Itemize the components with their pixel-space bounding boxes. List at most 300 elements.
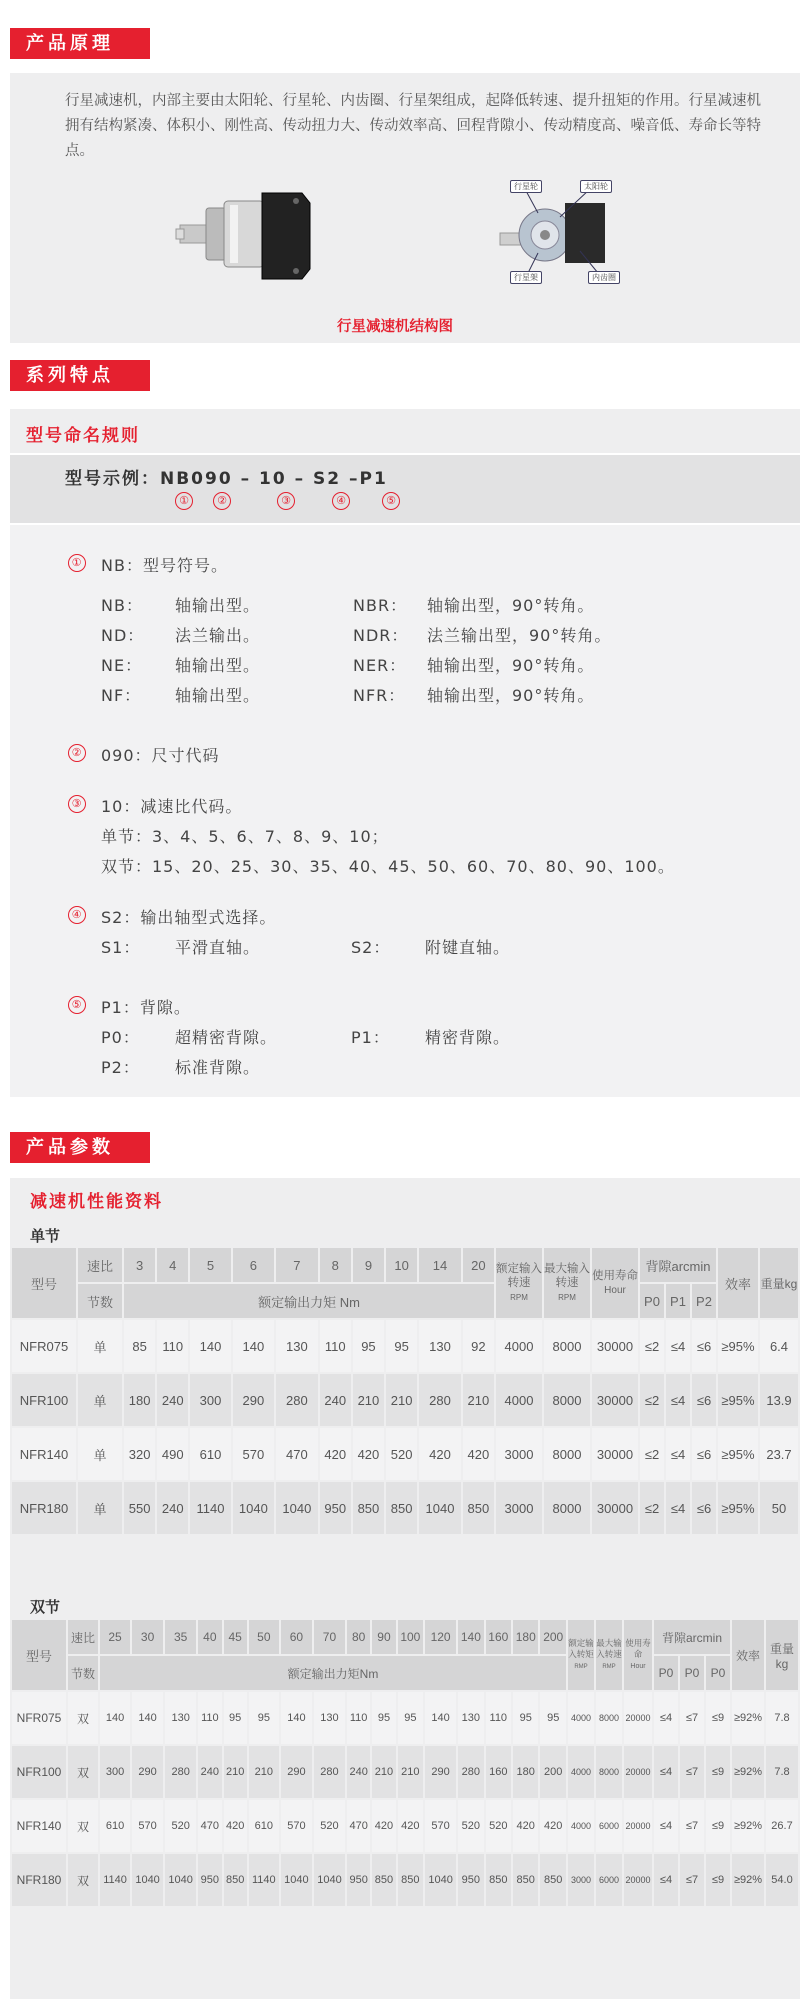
table-row (12, 1374, 798, 1426)
unit: RMP (574, 1663, 588, 1670)
naming-rules-list (10, 525, 800, 1097)
cell: 1040 (238, 1500, 268, 1516)
cell: 570 (287, 1820, 306, 1832)
cell: ≤9 (711, 1766, 725, 1778)
label: 额定输入转速 (496, 1262, 542, 1289)
cell: 110 (162, 1338, 184, 1354)
cell: 610 (105, 1820, 125, 1832)
cell: NFR140 (16, 1819, 62, 1833)
cell: 210 (254, 1766, 273, 1778)
ratio-h: 5 (190, 1248, 230, 1282)
col-rated-input (568, 1620, 594, 1690)
cell: ≤4 (659, 1820, 673, 1832)
principle-paragraph: 行星减速机，内部主要由太阳轮、行星轮、内齿圈、行星架组成，起降低转速、提升扭矩的作用。行星减速机拥有结构紧凑、体积小、刚性高、传动扭力大、传动效率高、回程背隙小、传动精度高、噪音低、寿命长等特点。 (65, 93, 761, 159)
single-title: 单节 (30, 1227, 61, 1245)
marker-1: ① (175, 492, 193, 510)
torque-label: 额定输出力矩 Nm (124, 1284, 494, 1318)
code: P0： (101, 1028, 140, 1047)
cell: 280 (286, 1392, 308, 1408)
item-3-line2: 双节：15、20、25、30、35、40、45、50、60、70、80、90、100。 (101, 857, 675, 876)
cell: ≥92% (733, 1712, 763, 1724)
cell: 420 (357, 1446, 380, 1462)
cell: ≤4 (670, 1392, 686, 1408)
cell: 8000 (598, 1767, 620, 1777)
cell: 160 (489, 1766, 508, 1778)
cell: 4000 (504, 1392, 534, 1408)
cell: 570 (138, 1820, 157, 1832)
desc: 轴输出型，90°转角。 (427, 656, 595, 675)
cell: 290 (138, 1766, 157, 1778)
cell: 140 (138, 1712, 157, 1724)
ratio-h: 90 (372, 1620, 395, 1654)
cell: 110 (324, 1338, 346, 1354)
cell: ≤4 (659, 1874, 673, 1886)
cell: 30000 (596, 1446, 634, 1462)
cell: 570 (242, 1446, 265, 1462)
cell: 290 (242, 1392, 265, 1408)
cell: ≥95% (721, 1338, 755, 1354)
code: NDR： (353, 626, 409, 645)
cell: ≥95% (721, 1392, 755, 1408)
cell: 6000 (598, 1821, 620, 1831)
ratio-h: 50 (249, 1620, 279, 1654)
cell: 单 (93, 1393, 107, 1409)
col-backlash: 背隙arcmin (640, 1248, 716, 1282)
col-weight: 重量kg (760, 1248, 798, 1318)
cell: 550 (128, 1500, 151, 1516)
col-model: 型号 (12, 1620, 66, 1690)
cell: ≤7 (685, 1766, 699, 1778)
cell: NFR075 (19, 1338, 69, 1354)
cell: 双 (76, 1873, 89, 1888)
cell: 140 (199, 1338, 222, 1354)
cell: 210 (401, 1766, 420, 1778)
cell: 6000 (598, 1875, 620, 1885)
label: 使用寿命 (625, 1638, 651, 1659)
col-stage: 节数 (68, 1656, 98, 1690)
cell: 7.8 (774, 1766, 790, 1778)
cell: 双 (76, 1765, 89, 1780)
code: NER： (353, 656, 407, 675)
cell: 950 (200, 1874, 220, 1886)
cell: ≤2 (644, 1500, 660, 1516)
cell: 140 (287, 1712, 306, 1724)
cell: 420 (225, 1820, 245, 1832)
section-header-params: 产品参数 (10, 1132, 150, 1163)
desc: 轴输出型。 (175, 686, 261, 705)
cell: ≤9 (711, 1874, 725, 1886)
item-1-title: NB：型号符号。 (101, 556, 228, 575)
cell: 3000 (570, 1875, 592, 1885)
label-ring-gear: 内齿圈 (588, 271, 620, 284)
table-row (12, 1428, 798, 1480)
col-model: 型号 (12, 1248, 76, 1318)
code: NFR： (353, 686, 406, 705)
cell: 420 (429, 1446, 451, 1462)
cell: NFR100 (19, 1392, 69, 1408)
code: NF： (101, 686, 142, 705)
unit: RMP (602, 1663, 616, 1670)
item-1-num: ① (68, 554, 86, 572)
cell: 570 (431, 1820, 450, 1832)
col-weight: 重量kg (766, 1620, 798, 1690)
col-life (624, 1620, 652, 1690)
ratio-h: 60 (281, 1620, 312, 1654)
cell: 850 (374, 1874, 394, 1886)
cell: 490 (161, 1446, 184, 1462)
cell: 7.8 (774, 1712, 790, 1724)
cell: 8000 (598, 1713, 620, 1723)
bl-col: P0 (640, 1284, 664, 1318)
item-3-line1: 单节：3、4、5、6、7、8、9、10； (101, 827, 389, 846)
ratio-h: 20 (463, 1248, 494, 1282)
example-band (10, 455, 800, 523)
ratio-h: 4 (157, 1248, 188, 1282)
cell: 200 (544, 1766, 563, 1778)
cell: 95 (377, 1712, 391, 1724)
cell: 4000 (570, 1821, 592, 1831)
cell: ≤7 (685, 1712, 699, 1724)
cell: 240 (200, 1766, 220, 1778)
cell: NFR075 (16, 1711, 62, 1725)
cell: 95 (229, 1712, 242, 1724)
double-title: 双节 (30, 1598, 61, 1616)
ratio-h: 180 (513, 1620, 538, 1654)
col-ratio: 速比 (78, 1248, 122, 1282)
item-3-title: 10：减速比代码。 (101, 797, 243, 816)
col-life (592, 1248, 638, 1318)
cell: 1040 (284, 1874, 309, 1886)
ratio-h: 9 (353, 1248, 384, 1282)
desc: 轴输出型。 (175, 656, 261, 675)
cell: 140 (431, 1712, 450, 1724)
cell: 30000 (596, 1392, 634, 1408)
cell: 280 (171, 1766, 190, 1778)
ratio-h: 7 (276, 1248, 318, 1282)
cell: 850 (516, 1874, 535, 1886)
cell: 4000 (504, 1338, 534, 1354)
table-row (12, 1320, 798, 1372)
cell: 1040 (428, 1874, 453, 1886)
cell: NFR180 (16, 1873, 62, 1887)
col-max-input (544, 1248, 590, 1318)
code: ND： (101, 626, 145, 645)
example-code: NB090 – 10 – S2 –P1 (160, 469, 388, 489)
cell: ≥92% (733, 1820, 763, 1832)
code: NE： (101, 656, 143, 675)
desc: 法兰输出型，90°转角。 (427, 626, 612, 645)
cell: 300 (199, 1392, 222, 1408)
cell: ≤7 (685, 1820, 699, 1832)
cell: 420 (324, 1446, 347, 1462)
bl-col: P0 (680, 1656, 704, 1690)
cell: ≤2 (644, 1446, 660, 1462)
item-2-title: 090：尺寸代码 (101, 746, 220, 765)
ratio-h: 100 (398, 1620, 423, 1654)
cell: 95 (547, 1712, 560, 1724)
table-row (12, 1482, 798, 1534)
item-5-num: ⑤ (68, 996, 86, 1014)
cell: NFR180 (19, 1500, 69, 1516)
ratio-h: 200 (540, 1620, 566, 1654)
cell: 110 (201, 1712, 219, 1724)
cell: 420 (467, 1446, 490, 1462)
cell: 3000 (504, 1446, 534, 1462)
cell: 520 (171, 1820, 190, 1832)
table-row (12, 1800, 798, 1852)
cell: 520 (489, 1820, 508, 1832)
torque-label: 额定输出力矩Nm (100, 1656, 566, 1690)
principle-panel (10, 73, 800, 343)
ratio-h: 14 (419, 1248, 461, 1282)
double-table (10, 1618, 800, 1908)
bl-col: P0 (706, 1656, 730, 1690)
cell: 180 (128, 1392, 151, 1408)
cell: 240 (161, 1392, 184, 1408)
desc: 超精密背隙。 (175, 1028, 278, 1047)
params-panel (10, 1178, 800, 1999)
cell: 110 (349, 1712, 368, 1724)
cell: 1140 (196, 1500, 225, 1516)
item-2-num: ② (68, 744, 86, 762)
desc: 精密背隙。 (425, 1028, 511, 1047)
ratio-h: 40 (198, 1620, 221, 1654)
cell: 240 (349, 1766, 368, 1778)
cell: ≤6 (696, 1338, 712, 1354)
ratio-h: 35 (165, 1620, 196, 1654)
cell: 210 (467, 1392, 490, 1408)
cell: ≥92% (733, 1766, 763, 1778)
cell: 420 (374, 1820, 394, 1832)
cell: ≤4 (659, 1766, 673, 1778)
cell: 420 (544, 1820, 563, 1832)
cell: 95 (519, 1712, 532, 1724)
cell: 6.4 (769, 1338, 789, 1354)
cell: 3000 (504, 1500, 534, 1516)
cell: ≤4 (670, 1446, 686, 1462)
cell: ≤6 (696, 1392, 712, 1408)
cell: 110 (489, 1712, 508, 1724)
cell: 210 (374, 1766, 394, 1778)
label: 额定输入转矩 (568, 1637, 594, 1659)
ratio-h: 160 (486, 1620, 511, 1654)
cell: 23.7 (766, 1446, 792, 1462)
unit: Hour (630, 1663, 646, 1670)
cell: 95 (257, 1712, 270, 1724)
label-planet-gear: 行星轮 (510, 180, 542, 193)
cell: 50 (771, 1500, 787, 1516)
cell: 290 (287, 1766, 306, 1778)
table-row (12, 1746, 798, 1798)
cell: 26.7 (771, 1820, 793, 1832)
desc: 轴输出型，90°转角。 (427, 686, 595, 705)
cell: 950 (461, 1874, 481, 1886)
cell: 210 (357, 1392, 380, 1408)
ratio-h: 10 (386, 1248, 417, 1282)
ratio-h: 45 (224, 1620, 247, 1654)
code: P1： (351, 1028, 390, 1047)
cell: 1040 (135, 1874, 160, 1886)
cell: 92 (471, 1338, 486, 1354)
cell: 210 (390, 1392, 413, 1408)
cell: 520 (461, 1820, 481, 1832)
cell: 610 (254, 1820, 273, 1832)
desc: 轴输出型。 (175, 596, 261, 615)
perf-title: 减速机性能资料 (30, 1192, 163, 1212)
cell: 850 (401, 1874, 420, 1886)
marker-4: ④ (332, 492, 350, 510)
unit: Hour (604, 1284, 626, 1296)
ratio-h: 6 (233, 1248, 275, 1282)
label-carrier: 行星架 (510, 271, 542, 284)
naming-title-band (10, 409, 800, 453)
cell: 85 (132, 1338, 147, 1354)
cell: 20000 (625, 1713, 651, 1723)
cell: 13.9 (766, 1392, 792, 1408)
cell: 470 (200, 1820, 220, 1832)
cell: ≤4 (659, 1712, 673, 1724)
ratio-h: 8 (320, 1248, 351, 1282)
ratio-h: 3 (124, 1248, 155, 1282)
marker-3: ③ (277, 492, 295, 510)
cell: 单 (93, 1447, 107, 1463)
cell: 4000 (570, 1713, 592, 1723)
ratio-h: 140 (458, 1620, 483, 1654)
cell: ≤4 (670, 1338, 686, 1354)
cell: 30000 (596, 1338, 634, 1354)
col-backlash: 背隙arcmin (654, 1620, 730, 1654)
section-header-principle: 产品原理 (10, 28, 150, 59)
cell: 1040 (282, 1500, 312, 1516)
col-stage: 节数 (78, 1284, 122, 1318)
cell: 470 (286, 1446, 308, 1462)
cell: 850 (467, 1500, 490, 1516)
cell: 130 (320, 1712, 339, 1724)
cell: 1040 (168, 1874, 193, 1886)
section-header-features: 系列特点 (10, 360, 150, 391)
col-eff: 效率 (718, 1248, 758, 1318)
cell: 280 (461, 1766, 481, 1778)
col-ratio: 速比 (68, 1620, 98, 1654)
label-sun-gear: 太阳轮 (580, 180, 612, 193)
cell: 1140 (103, 1874, 127, 1886)
cell: NFR100 (16, 1765, 62, 1779)
cell: 4000 (570, 1767, 592, 1777)
cell: 20000 (625, 1875, 651, 1885)
desc: 平滑直轴。 (175, 938, 261, 957)
cell: 30000 (596, 1500, 634, 1516)
ratio-h: 30 (132, 1620, 163, 1654)
bl-col: P0 (654, 1656, 678, 1690)
cell: 280 (429, 1392, 451, 1408)
code: P2： (101, 1058, 140, 1077)
cell: 850 (544, 1874, 563, 1886)
cell: 130 (171, 1712, 190, 1724)
code: NBR： (353, 596, 408, 615)
cell: ≤4 (670, 1500, 686, 1516)
cell: 130 (461, 1712, 481, 1724)
model-example (65, 464, 388, 489)
bl-col: P2 (692, 1284, 716, 1318)
cell: ≤6 (696, 1500, 712, 1516)
label: 最大输入转速 (596, 1637, 622, 1659)
cell: 610 (199, 1446, 222, 1462)
cell: 850 (390, 1500, 413, 1516)
diagram-caption: 行星减速机结构图 (337, 319, 453, 335)
unit: RPM (510, 1292, 528, 1302)
ratio-h: 120 (425, 1620, 456, 1654)
cell: ≤9 (711, 1712, 725, 1724)
cell: 130 (429, 1338, 451, 1354)
cell: 420 (516, 1820, 535, 1832)
cell: 95 (404, 1712, 417, 1724)
col-eff: 效率 (732, 1620, 764, 1690)
example-label: 型号示例： (65, 469, 160, 489)
cell: ≤9 (711, 1820, 725, 1832)
marker-2: ② (213, 492, 231, 510)
cell: 8000 (552, 1338, 582, 1354)
cell: 470 (349, 1820, 368, 1832)
code: S2： (351, 938, 391, 957)
cell: ≥95% (721, 1446, 755, 1462)
cell: 850 (225, 1874, 245, 1886)
item-4-title: S2：输出轴型式选择。 (101, 908, 277, 927)
cell: 320 (128, 1446, 151, 1462)
cell: 420 (401, 1820, 420, 1832)
table-row (12, 1692, 798, 1744)
desc: 附键直轴。 (425, 938, 511, 957)
cell: 1040 (317, 1874, 342, 1886)
cell: 290 (431, 1766, 450, 1778)
cell: ≤7 (685, 1874, 699, 1886)
cell: 280 (320, 1766, 339, 1778)
cell: 180 (516, 1766, 535, 1778)
col-rated-input (496, 1248, 542, 1318)
item-5-title: P1：背隙。 (101, 998, 191, 1017)
table-row (12, 1854, 798, 1906)
cell: 1140 (252, 1874, 276, 1886)
item-3-num: ③ (68, 795, 86, 813)
cell: 240 (161, 1500, 184, 1516)
col-max-input (596, 1620, 622, 1690)
desc: 标准背隙。 (175, 1058, 261, 1077)
cell: 95 (394, 1338, 409, 1354)
cell: ≤6 (696, 1446, 712, 1462)
cell: ≤2 (644, 1338, 660, 1354)
unit: RPM (558, 1292, 576, 1302)
cell: 240 (324, 1392, 347, 1408)
cell: 20000 (625, 1767, 651, 1777)
cell: 300 (105, 1766, 125, 1778)
cell: 双 (76, 1819, 89, 1834)
marker-5: ⑤ (382, 492, 400, 510)
code: S1： (101, 938, 141, 957)
cell: 20000 (625, 1821, 651, 1831)
cell: 950 (349, 1874, 368, 1886)
naming-rule-title: 型号命名规则 (26, 426, 140, 446)
label: 最大输入转速 (544, 1262, 590, 1289)
ratio-h: 80 (347, 1620, 370, 1654)
cell: 1040 (425, 1500, 455, 1516)
cell: 8000 (552, 1392, 582, 1408)
cell: 140 (105, 1712, 125, 1724)
cell: 210 (225, 1766, 245, 1778)
ratio-h: 70 (314, 1620, 345, 1654)
cell: ≤2 (644, 1392, 660, 1408)
reducer-photo (170, 183, 330, 283)
cell: 8000 (552, 1500, 582, 1516)
desc: 法兰输出。 (175, 626, 261, 645)
